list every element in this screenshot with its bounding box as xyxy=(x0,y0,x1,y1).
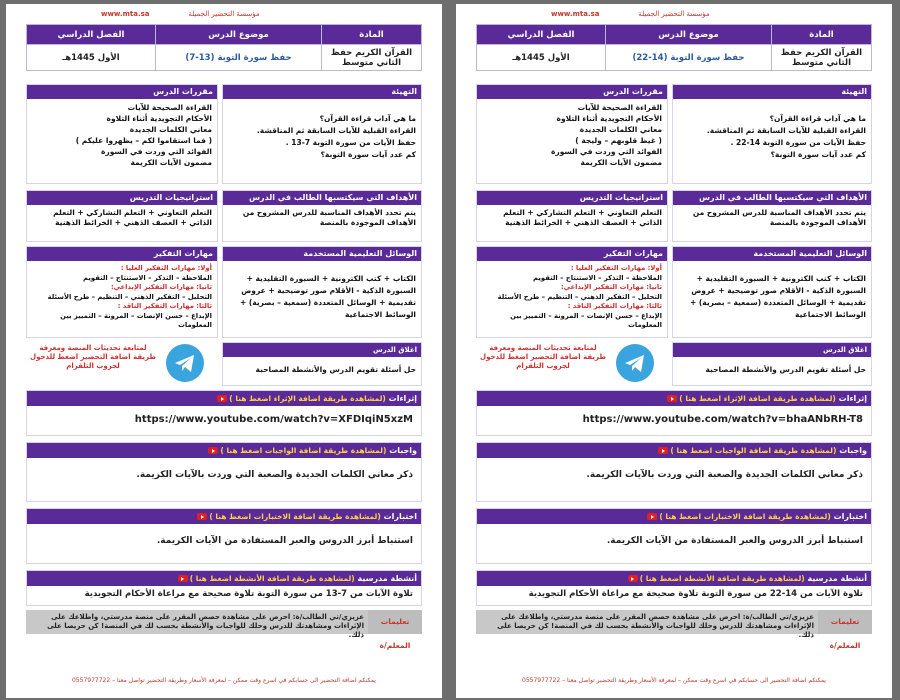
tests-title: اختبارات xyxy=(383,512,417,521)
tests-hint-link[interactable]: (لمشاهدة طريقة اضافة الاختبارات اضغط هنا ) xyxy=(209,512,381,521)
footer: يمكنكم اضافة التحضير الى حسابكم في اسرع وقت ممكن – لمعرفة الأسعار وطريقة التحضير تواصل معنا – 0557977722 xyxy=(522,677,826,684)
aids-title: الوسائل التعليمية المستخدمة xyxy=(223,247,421,261)
curriculum-title: مقررات الدرس xyxy=(27,85,217,99)
activities-title: أنشطة مدرسية xyxy=(357,574,417,583)
instructions-text: عزيزي/تي الطالب/ة: احرص على مشاهدة حصص المقرر على منصة مدرستي، واطلاعك على الإثراءات ومشاهدتك للدرس وحلك للواجبات والأنشطة بحسب لك في المنصة! كن حريصا على ذلك. xyxy=(47,613,364,639)
closing-title: اغلاق الدرس xyxy=(223,343,421,357)
homework-hint-link[interactable]: (لمشاهدة طريقة اضافة الواجبات اضغط هنا ) xyxy=(220,446,387,455)
objectives-box: الأهداف التي سيكتسبها الطالب في الدرس يتم تحدد الأهداف المناسبة للدرس المشروح من الأهداف الموجودة بالمنصة xyxy=(222,190,422,242)
enrichment-section xyxy=(26,390,422,436)
subject-value: القرآن الكريم حفظ الثاني متوسط xyxy=(322,45,422,71)
objectives-title: الأهداف التي سيكتسبها الطالب في الدرس xyxy=(223,191,421,205)
aids-box: الوسائل التعليمية المستخدمة الكتاب + كتب الكترونية + السبورة التقليدية + السبورة الذكية - الأقلام صور توضيحية + عروض تقديمية + الوسائل المتعددة (سمعية – بصرية) + الوسائط الاجتماعية xyxy=(672,246,872,338)
tests-text: استنباط أبرز الدروس والعبر المستفادة من الآيات الكريمة. xyxy=(156,536,413,546)
youtube-icon[interactable] xyxy=(197,513,207,520)
homework-title: واجبات xyxy=(839,446,867,455)
intro-box: التهيئة ما هي آداب قراءة القرآن؟ القراءة القبلية للآيات السابقة ثم المناقشة. حفظ الآيات من سورة التوبة 7-13 . كم عدد آيات سورة التوبة؟ xyxy=(222,84,422,184)
footer: يمكنكم اضافة التحضير الى حسابكم في اسرع وقت ممكن – لمعرفة الأسعار وطريقة التحضير تواصل معنا – 0557977722 xyxy=(72,677,376,684)
site-name: مؤسسة التحضير الجميلة xyxy=(188,10,260,18)
enrichment-title: إثراءات xyxy=(388,394,417,403)
instructions-section xyxy=(26,610,422,650)
enrichment-hint-link[interactable]: (لمشاهدة طريقة اضافة الإثراء اضغط هنا ) xyxy=(679,394,836,403)
instructions-text: عزيزي/تي الطالب/ة: احرص على مشاهدة حصص المقرر على منصة مدرستي، واطلاعك على الإثراءات ومشاهدتك للدرس وحلك للواجبات والأنشطة بحسب لك في المنصة! كن حريصا على ذلك. xyxy=(497,613,814,639)
instructions-title: تعليمات المعلم/ة xyxy=(368,610,422,634)
semester-label: الفصل الدراسي xyxy=(27,25,156,45)
enrichment-url[interactable]: https://www.youtube.com/watch?v=XFDIqiN5xzM xyxy=(134,414,413,425)
site-url[interactable]: www.mta.sa xyxy=(551,10,600,18)
intro-box: التهيئة ما هي آداب قراءة القرآن؟ القراءة القبلية للآيات السابقة ثم المناقشة. حفظ الآيات من سورة التوبة 14-22 . كم عدد آيات سورة التوبة؟ xyxy=(672,84,872,184)
tests-text: استنباط أبرز الدروس والعبر المستفادة من الآيات الكريمة. xyxy=(606,536,863,546)
curriculum-title: مقررات الدرس xyxy=(477,85,667,99)
strategies-box: استراتيجيات التدريس التعلم التعاوني + التعلم التشاركي + التعلم الذاتي + العصف الذهني + الخرائط الذهنية xyxy=(26,190,218,242)
topic-label: موضوع الدرس xyxy=(156,25,322,45)
enrichment-title: إثراءات xyxy=(838,394,867,403)
semester-value: الأول 1445هـ xyxy=(477,45,606,71)
activities-hint-link[interactable]: (لمشاهدة طريقة اضافة الأنشطة اضغط هنا ) xyxy=(639,574,805,583)
activity-text: تلاوة الآيات من 14-22 من سورة التوبة تلاوة صحيحة مع مراعاة الأحكام التجويدية xyxy=(528,589,863,599)
semester-value: الأول 1445هـ xyxy=(27,45,156,71)
instructions-title: تعليمات المعلم/ة xyxy=(818,610,872,634)
topic-label: موضوع الدرس xyxy=(606,25,772,45)
telegram-note[interactable]: لمتابعة تحديثات المنصة ومعرفة طريقة اضافة التحضير اضغط للدخول لجروب التلقرام xyxy=(30,344,156,370)
youtube-icon[interactable] xyxy=(667,395,677,402)
objectives-title: الأهداف التي سيكتسبها الطالب في الدرس xyxy=(673,191,871,205)
youtube-icon[interactable] xyxy=(178,575,188,582)
curriculum-box: مقررات الدرس القراءة الصحيحة للآيات الأحكام التجويدية أثناء التلاوة معاني الكلمات الجديدة ( فما استقاموا لكم – يظهروا عليكم ) الفوائد التي وردت في السورة مضمون الآيات الكريمة xyxy=(26,84,218,184)
thinking-title: مهارات التفكير xyxy=(477,247,667,261)
thinking-title: مهارات التفكير xyxy=(27,247,217,261)
aids-box: الوسائل التعليمية المستخدمة الكتاب + كتب الكترونية + السبورة التقليدية + السبورة الذكية - الأقلام صور توضيحية + عروض تقديمية + الوسائل المتعددة (سمعية – بصرية) + الوسائط الاجتماعية xyxy=(222,246,422,338)
tests-section xyxy=(476,508,872,564)
tests-title: اختبارات xyxy=(833,512,867,521)
activities-title: أنشطة مدرسية xyxy=(807,574,867,583)
thinking-box: مهارات التفكير أولا: مهارات التفكير العليا : الملاحظة – التذكر – الاستنتاج – التقويم ثانيا: مهارات التفكير الإبداعي: التحليل – التفكير الذهني – التنظيم – طرح الأسئلة ثالثا: مهارات التفكير الناقد : الإبداع – حسن الإنصات – المرونة – التمييز بين المعلومات xyxy=(26,246,218,338)
homework-section xyxy=(26,442,422,502)
youtube-icon[interactable] xyxy=(208,447,218,454)
site-name: مؤسسة التحضير الجميلة xyxy=(638,10,710,18)
telegram-icon[interactable] xyxy=(166,344,204,382)
enrichment-url[interactable]: https://www.youtube.com/watch?v=bhaANbRH-T8 xyxy=(582,414,863,425)
closing-box: اغلاق الدرس حل أسئلة تقويم الدرس والأنشطة المصاحبة xyxy=(672,342,872,386)
intro-title: التهيئة xyxy=(223,85,421,99)
youtube-icon[interactable] xyxy=(217,395,227,402)
tests-section xyxy=(26,508,422,564)
youtube-icon[interactable] xyxy=(647,513,657,520)
lesson-header-table xyxy=(26,24,422,71)
homework-text: ذكر معاني الكلمات الجديدة والصعبة التي وردت بالآيات الكريمة. xyxy=(136,470,413,480)
activity-text: تلاوة الآيات من 7-13 من سورة التوبة تلاوة صحيحة مع مراعاة الأحكام التجويدية xyxy=(84,589,413,599)
subject-value: القرآن الكريم حفظ الثاني متوسط xyxy=(772,45,872,71)
activities-hint-link[interactable]: (لمشاهدة طريقة اضافة الأنشطة اضغط هنا ) xyxy=(189,574,355,583)
semester-label: الفصل الدراسي xyxy=(477,25,606,45)
topic-value: حفظ سورة التوبة (14-22) xyxy=(606,45,772,71)
homework-section xyxy=(476,442,872,502)
youtube-icon[interactable] xyxy=(658,447,668,454)
homework-hint-link[interactable]: (لمشاهدة طريقة اضافة الواجبات اضغط هنا ) xyxy=(670,446,837,455)
site-url[interactable]: www.mta.sa xyxy=(101,10,150,18)
enrichment-hint-link[interactable]: (لمشاهدة طريقة اضافة الإثراء اضغط هنا ) xyxy=(229,394,386,403)
tests-hint-link[interactable]: (لمشاهدة طريقة اضافة الاختبارات اضغط هنا ) xyxy=(659,512,831,521)
telegram-note[interactable]: لمتابعة تحديثات المنصة ومعرفة طريقة اضافة التحضير اضغط للدخول لجروب التلقرام xyxy=(480,344,606,370)
lesson-page-2 xyxy=(456,4,892,698)
activities-section xyxy=(476,570,872,606)
strategies-title: استراتيجيات التدريس xyxy=(27,191,217,205)
thinking-box: مهارات التفكير أولا: مهارات التفكير العليا : الملاحظة – التذكر – الاستنتاج – التقويم ثانيا: مهارات التفكير الإبداعي: التحليل – التفكير الذهني – التنظيم – طرح الأسئلة ثالثا: مهارات التفكير الناقد : الإبداع – حسن الإنصات – المرونة – التمييز بين المعلومات xyxy=(476,246,668,338)
homework-text: ذكر معاني الكلمات الجديدة والصعبة التي وردت بالآيات الكريمة. xyxy=(586,470,863,480)
enrichment-section xyxy=(476,390,872,436)
youtube-icon[interactable] xyxy=(628,575,638,582)
closing-box: اغلاق الدرس حل أسئلة تقويم الدرس والأنشطة المصاحبة xyxy=(222,342,422,386)
telegram-icon[interactable] xyxy=(616,344,654,382)
instructions-section xyxy=(476,610,872,650)
activities-section xyxy=(26,570,422,606)
strategies-title: استراتيجيات التدريس xyxy=(477,191,667,205)
lesson-page-1 xyxy=(6,4,442,698)
closing-title: اغلاق الدرس xyxy=(673,343,871,357)
topic-value: حفظ سورة التوبة (13-7) xyxy=(156,45,322,71)
intro-title: التهيئة xyxy=(673,85,871,99)
subject-label: المادة xyxy=(772,25,872,45)
lesson-header-table xyxy=(476,24,872,71)
objectives-box: الأهداف التي سيكتسبها الطالب في الدرس يتم تحدد الأهداف المناسبة للدرس المشروح من الأهداف الموجودة بالمنصة xyxy=(672,190,872,242)
homework-title: واجبات xyxy=(389,446,417,455)
aids-title: الوسائل التعليمية المستخدمة xyxy=(673,247,871,261)
site-header xyxy=(6,4,442,24)
subject-label: المادة xyxy=(322,25,422,45)
curriculum-box: مقررات الدرس القراءة الصحيحة للآيات الأحكام التجويدية أثناء التلاوة معاني الكلمات الجديدة ( غيظ قلوبهم – وليجة ) الفوائد التي وردت في السورة مضمون الآيات الكريمة xyxy=(476,84,668,184)
strategies-box: استراتيجيات التدريس التعلم التعاوني + التعلم التشاركي + التعلم الذاتي + العصف الذهني + الخرائط الذهنية xyxy=(476,190,668,242)
site-header xyxy=(456,4,892,24)
